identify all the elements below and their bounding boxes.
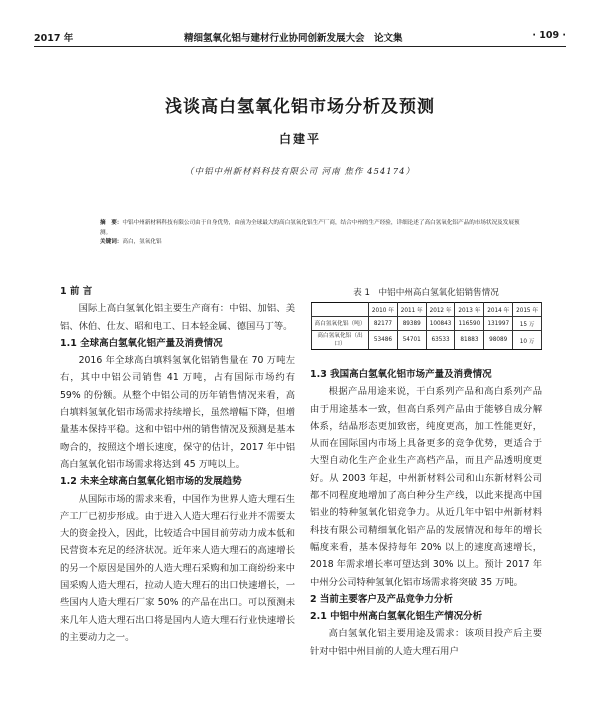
table-cell: 89389	[397, 317, 426, 331]
table-cell: 100843	[426, 317, 455, 331]
table-cell: 54701	[397, 331, 426, 350]
abstract-label: 摘 要：	[100, 220, 123, 226]
header-conference-title: 精细氢氧化铝与建材行业协同创新发展大会 论文集	[184, 33, 403, 44]
header-rule	[34, 46, 566, 47]
section-2-1-paragraph: 高白氢氧化铝主要用途及需求：该项目投产后主要针对中铝中州目前的人造大理石用户	[310, 628, 542, 657]
section-1-paragraph: 国际上高白氢氧化铝主要生产商有：中铝、加铝、美铝、休伯、仕友、昭和电工、日本轻金属、德国马丁等。	[60, 303, 295, 332]
section-1-heading: 1 前 言	[60, 286, 93, 297]
abstract	[100, 219, 520, 238]
section-1-1-paragraph: 2016 年全球高白填料氢氧化铝销售量在 70 万吨左右，其中中铝公司销售 41 万吨，占有国际市场约有 59% 的份额。从整个中铝公司的历年销售情况来看，高白填料氢氧化铝市场需求持续增长，虽然增幅下降，但增量基本保持平稳。这和中铝中州的销售情况及预测是基本吻合的，按照这个增长速度，保守的估计，2017 年中铝高白氢氧化铝市场需求将达到 45 万吨以上。	[60, 355, 295, 470]
table-cell: 10 万	[513, 331, 542, 350]
table-cell: 82177	[369, 317, 398, 331]
abstract-block	[100, 219, 520, 248]
section-1-3-paragraph: 根据产品用途来说，干白系列产品和高白系列产品由于用途基本一致，但高白系列产品由于能够自成分解体系，结晶形态更加致密，纯度更高，加工性能更好，从而在国际国内市场上具备更多的竞争优势，更适合于大型自动化生产企业生产高档产品，而且产品透明度更好。从 2003 年起，中州新材料公司和山东新材料公司都不同程度地增加了高白种分生产线，以此来提高中国铝业的特种氢氧化铝竞争力。从近几年中铝中州新材料科技有限公司精细氧化铝产品的发展情况和每年的增长幅度来看，基本保持每年 20% 以上的速度高速增长，2018 年需求增长率可望达到 30% 以上。预计 2017 年中州分公司特种氢氧化铝市场需求将突破 35 万吨。	[310, 386, 542, 588]
keywords-text: 高白，氢氧化铝	[122, 239, 162, 245]
header-year: 2017 年	[34, 33, 74, 44]
sales-table	[311, 302, 542, 350]
section-1-1-heading: 1.1 全球高白氢氧化铝产量及消费情况	[60, 337, 223, 349]
table-cell: 53486	[369, 331, 398, 350]
section-1-2-paragraph: 从国际市场的需求来看，中国作为世界人造大理石生产工厂已初步形成。由于进入人造大理石行业并不需要太大的资金投入，因此，比较适合中国目前劳动力成本低和民营资本充足的经济状况。近年来人造大理石的高速增长的另一个原因是国外的人造大理石采购和加工商纷纷来中国采购人造大理石，拉动人造大理石的出口快速增长，一些国内人造大理石厂家 50% 的产品在出口。可以预测未来几年人造大理石出口将是国内人造大理石行业快速增长的主要动力之一。	[60, 493, 295, 643]
keywords	[100, 238, 520, 248]
article-author: 白建平	[278, 132, 321, 146]
table-header-cell: 2010 年	[369, 303, 398, 317]
article-title: 浅谈高白氢氧化铝市场分析及预测	[165, 97, 435, 117]
author-affiliation: （中铝中州新材料科技有限公司 河南 焦作 454174）	[184, 167, 416, 177]
table-header-cell: 2012 年	[426, 303, 455, 317]
table-header-cell: 2013 年	[455, 303, 484, 317]
table-cell: 131997	[484, 317, 513, 331]
section-2-heading: 2 当前主要客户及产品竞争力分析	[310, 593, 453, 605]
table-cell: 81883	[455, 331, 484, 350]
table-row-label: 高白氢氧化铝（出口）	[312, 331, 369, 350]
keywords-label: 关键词：	[100, 239, 123, 245]
table-row	[312, 331, 542, 350]
table-caption: 表 1 中铝中州高白氢氧化铝销售情况	[353, 288, 499, 298]
running-header	[34, 30, 566, 44]
section-1-2-heading: 1.2 未来全球高白氢氧化铝市场的发展趋势	[60, 476, 242, 488]
header-page-number: · 109 ·	[532, 30, 566, 41]
right-column	[310, 366, 542, 660]
table-header-row	[312, 303, 542, 317]
section-1-3-heading: 1.3 我国高白氢氧化铝市场产量及消费情况	[310, 369, 492, 380]
table-cell: 63533	[426, 331, 455, 350]
table-cell: 98089	[484, 331, 513, 350]
table-header-cell	[312, 303, 369, 317]
table-header-cell: 2014 年	[484, 303, 513, 317]
table-header-cell: 2015 年	[513, 303, 542, 317]
abstract-text: 中铝中州新材料科技有限公司由于自身优势，由前为全球最大的高白氢氧化铝生产厂商，结合中州的生产经验，详细论述了高白氢氧化铝产品的市场状况及发展预测。	[100, 220, 520, 236]
left-column	[60, 283, 295, 646]
table-header-cell: 2011 年	[397, 303, 426, 317]
table-row	[312, 317, 542, 331]
table-row-label: 高白氢氧化铝（吨）	[312, 317, 369, 331]
table-cell: 15 万	[513, 317, 542, 331]
section-2-1-heading: 2.1 中铝中州高白氢氧化铝生产情况分析	[310, 611, 483, 623]
table-cell: 116590	[455, 317, 484, 331]
